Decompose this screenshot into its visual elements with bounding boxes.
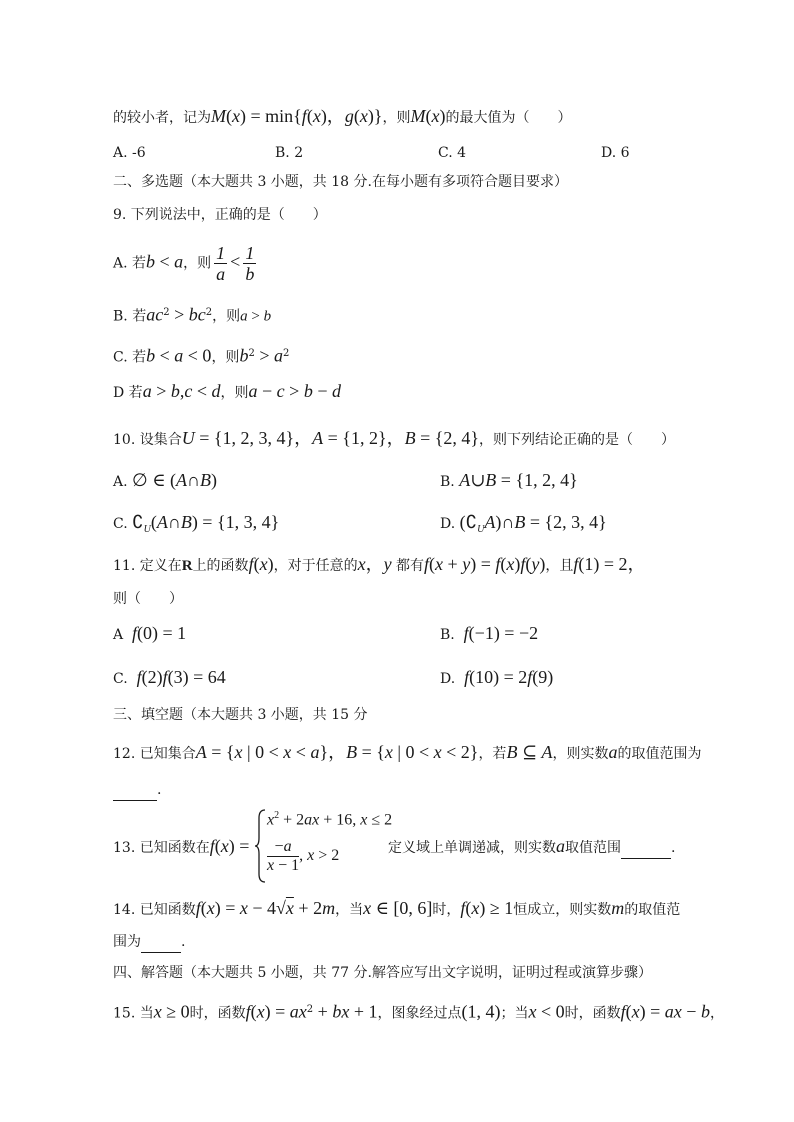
q8-stem: 的较小者，记为M(x) = min{f(x)，g(x)}，则M(x)的最大值为（ ）: [113, 106, 572, 126]
brace-icon: [255, 808, 267, 884]
q10-option-c: C. $∁_U(A\cap B) = \{1$, 3, 4}: [113, 512, 280, 535]
q13-stem-suffix: 定义域上单调递减，则实数a取值范围 .: [388, 836, 675, 859]
q8-option-c: C. 4: [438, 145, 467, 161]
section-heading-multi-choice: 二、多选题（本大题共 3 小题，共 18 分.在每小题有多项符合题目要求）: [113, 174, 568, 190]
q8-option-b: B. 2: [275, 145, 304, 161]
q11-option-d: D. f(10) = 2f(9): [440, 667, 554, 687]
q9-option-a: A. 若b < a，则 $\frac{1}{a}$ < $\frac{1}{b}$: [113, 243, 255, 284]
answer-blank[interactable]: [621, 838, 671, 859]
q10-option-a: A. ∅ ∈ (A∩B): [113, 470, 218, 490]
q11-option-b: B. f(−1) = −2: [440, 623, 539, 643]
q11-stem: 11. 定义在R上的函数f(x)，对于任意的x，y 都有f(x + y) = f(x)f(y)，且f(1) = 2，: [113, 554, 646, 574]
q14-stem-cont: 围为 .: [113, 932, 185, 953]
q12-answer-line: .: [113, 780, 161, 801]
answer-blank[interactable]: [141, 932, 181, 953]
q10-option-b: B. A∪B = {1, 2, 4}: [440, 470, 578, 490]
q9-stem: 9. 下列说法中，正确的是（ ）: [113, 207, 327, 223]
q9-option-d: D 若a > b,c < d，则a − c > b − d: [113, 381, 341, 401]
q10-stem: 10. 设集合U = {1, 2, 3, 4}，A = {1, 2}，B = {2, 4}，则下列结论正确的是（ ）: [113, 428, 676, 448]
q11-option-a: A f(0) = 1: [113, 623, 187, 643]
q9-option-c: C. 若b < a < 0，则$b^2 > a^2$: [113, 345, 290, 366]
q10-option-d: D. $(∁_UA)\cap B = \{2$, 3, 4}: [440, 512, 607, 535]
piece-2: $\frac{-a}{x - 1}$ , x > 2: [267, 838, 340, 874]
q8-option-a: A. -6: [113, 145, 146, 161]
section-heading-fill-in: 三、填空题（本大题共 3 小题，共 15 分: [113, 707, 368, 723]
q13-stem-prefix: 13. 已知函数在f(x) =: [113, 836, 250, 856]
q11-stem-cont: 则（ ）: [113, 591, 183, 607]
q9-option-b: B. 若$ac^2 > bc^2$，则a > b: [113, 304, 272, 325]
fraction: $\frac{1}{a}$: [216, 243, 226, 284]
section-heading-solutions: 四、解答题（本大题共 5 小题，共 77 分.解答应写出文字说明，证明过程或演算步骤）: [113, 965, 652, 981]
q15-stem: 15. 当x ≥ 0时，函数$f(x) = ax^2$ + bx + 1，图象经过点(1, 4)；当x < 0时，函数f(x) = ax − b，: [113, 1001, 724, 1022]
fraction: $\frac{1}{b}$: [245, 243, 255, 284]
piecewise-function: [255, 808, 395, 884]
q11-option-c: C. f(2)f(3) = 64: [113, 667, 226, 687]
q8-option-d: D. 6: [601, 145, 630, 161]
q12-stem: 12. 已知集合A = {x | 0 < x < a}，B = {x | 0 < x < 2}，若B ⊆ A，则实数a的取值范围为: [113, 742, 702, 762]
piece-1: $x^2 + 2ax + 16$, x ≤ 2: [267, 810, 393, 829]
q14-stem: 14. 已知函数f(x) = x − 4√x + 2m，当x ∈ [0, 6]时，f(x) ≥ 1恒成立，则实数m的取值范: [113, 898, 681, 918]
answer-blank[interactable]: [113, 780, 157, 801]
